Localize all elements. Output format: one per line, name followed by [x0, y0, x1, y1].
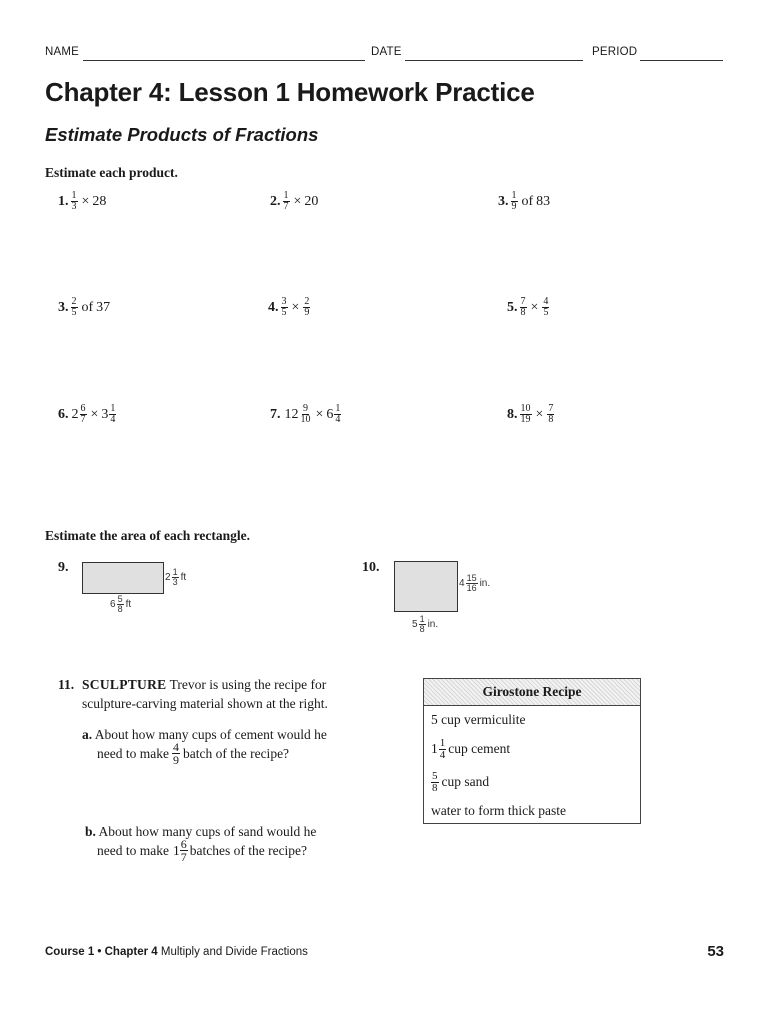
fraction: $\frac{7}{8}$	[520, 296, 526, 318]
problem-number: 3.	[58, 299, 69, 315]
operand: 83	[536, 193, 551, 209]
problem-9-number: 9.	[58, 560, 69, 575]
fraction: $\frac{4}{5}$	[543, 296, 549, 318]
page-title: Chapter 4: Lesson 1 Homework Practice	[45, 77, 535, 107]
fraction: $\frac{6}{7}$	[80, 403, 86, 425]
date-label: DATE	[371, 46, 402, 58]
whole-number: 2	[71, 406, 79, 422]
problem-11-number: 11.	[58, 677, 75, 692]
recipe-item-water: water to form thick paste	[431, 803, 566, 818]
operator: ×	[530, 299, 539, 315]
problem-10-number: 10.	[362, 560, 380, 575]
operator: of	[81, 299, 94, 315]
fraction: $\frac{7}{8}$	[548, 403, 554, 425]
operand: 20	[304, 193, 319, 209]
problem-7	[270, 404, 342, 425]
rectangle-9-height: 2 $\frac{1}{3}$ ft	[165, 567, 187, 587]
whole-number: 6	[326, 406, 334, 422]
rectangle-10-width: 5 $\frac{1}{8}$ in.	[412, 614, 439, 634]
recipe-item-cement: 1 $\frac{1}{4}$ cup cement	[431, 736, 511, 761]
operator: ×	[291, 299, 300, 315]
rectangle-10-height: 4 $\frac{15}{16}$ in.	[459, 573, 491, 593]
name-line[interactable]	[83, 60, 365, 61]
fraction: $\frac{3}{5}$	[281, 296, 287, 318]
operand: 28	[92, 193, 107, 209]
footer-course: Course 1 • Chapter 4 Multiply and Divide Fractions	[45, 946, 308, 958]
problem-4	[268, 297, 311, 318]
recipe-item-sand: $\frac{5}{8}$ cup sand	[432, 769, 490, 794]
problem-2	[270, 191, 318, 212]
fraction: $\frac{2}{9}$	[304, 296, 310, 318]
problem-3	[498, 191, 550, 212]
fraction: $\frac{2}{5}$	[71, 296, 77, 318]
fraction: $\frac{1}{3}$	[71, 190, 77, 212]
operator: ×	[293, 193, 302, 209]
rectangle-9-width: 6 $\frac{5}{8}$ ft	[110, 594, 132, 614]
fraction: $\frac{1}{4}$	[335, 403, 341, 425]
problem-5	[507, 297, 550, 318]
fraction: $\frac{9}{10}$	[300, 403, 311, 425]
question-11b: b. About how many cups of sand would he	[85, 824, 317, 839]
page-number: 53	[707, 943, 724, 960]
recipe-box	[423, 678, 641, 824]
problem-3b	[58, 297, 110, 318]
problem-number: 3.	[498, 193, 509, 209]
problem-number: 8.	[507, 406, 518, 422]
question-11b-line2: need to make 1 $\frac{6}{7}$ batches of the recipe?	[97, 837, 308, 864]
section2-instruction: Estimate the area of each rectangle.	[45, 528, 250, 543]
problem-6	[58, 404, 117, 425]
problem-number: 1.	[58, 193, 69, 209]
problem-8	[507, 404, 555, 425]
date-line[interactable]	[405, 60, 583, 61]
fraction: $\frac{1}{9}$	[511, 190, 517, 212]
period-line[interactable]	[640, 60, 723, 61]
operator: ×	[90, 406, 99, 422]
whole-number: 3	[101, 406, 109, 422]
question-11a: a. About how many cups of cement would he	[82, 727, 327, 742]
section1-instruction: Estimate each product.	[45, 165, 178, 180]
problem-number: 2.	[270, 193, 281, 209]
recipe-title: Girostone Recipe	[424, 679, 640, 706]
problem-number: 7.	[270, 406, 281, 422]
operand: 37	[96, 299, 111, 315]
operator: of	[521, 193, 534, 209]
problem-11-text: SCULPTURE Trevor is using the recipe for sculpture-carving material shown at the right.	[82, 677, 328, 711]
page-subtitle: Estimate Products of Fractions	[45, 124, 319, 145]
problem-number: 4.	[268, 299, 279, 315]
whole-number: 12	[284, 406, 299, 422]
operator: ×	[535, 406, 544, 422]
operator: ×	[315, 406, 324, 422]
rectangle-10	[394, 561, 458, 612]
question-11a-line2: need to make $\frac{4}{9}$ batch of the recipe?	[97, 740, 290, 767]
fraction: $\frac{1}{4}$	[110, 403, 116, 425]
fraction: $\frac{1}{7}$	[283, 190, 289, 212]
problem-number: 5.	[507, 299, 518, 315]
name-label: NAME	[45, 46, 80, 58]
problem-number: 6.	[58, 406, 69, 422]
period-label: PERIOD	[592, 46, 638, 58]
fraction: $\frac{10}{19}$	[520, 403, 531, 425]
operator: ×	[81, 193, 90, 209]
rectangle-9	[82, 562, 164, 594]
problem-1	[58, 191, 106, 212]
recipe-item-vermiculite: 5 cup vermiculite	[431, 711, 526, 727]
topic-label: SCULPTURE	[82, 677, 167, 692]
